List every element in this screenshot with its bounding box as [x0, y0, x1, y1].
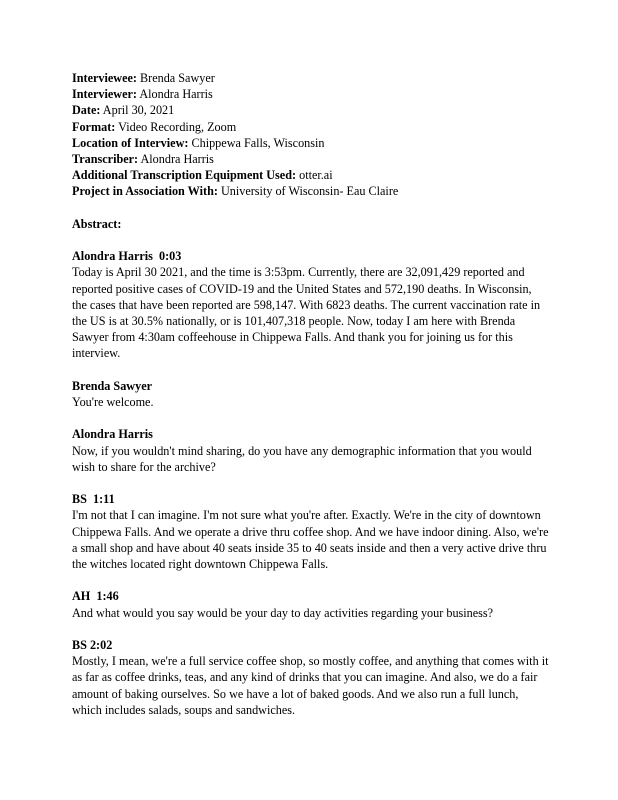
metadata-value: otter.ai — [296, 168, 333, 183]
metadata-label: Format: — [72, 119, 116, 134]
metadata-value: University of Wisconsin- Eau Claire — [217, 184, 399, 199]
speaker-name: BS 2:02 — [72, 638, 113, 652]
metadata-line-location — [72, 135, 549, 151]
metadata-label: Location of Interview: — [72, 135, 189, 150]
metadata-line-interviewer — [72, 86, 549, 102]
metadata-line-format — [72, 119, 549, 135]
metadata-label: Transcriber: — [72, 152, 139, 167]
blank-line — [72, 232, 549, 248]
metadata-label: Project in Association With: — [72, 184, 218, 199]
metadata-line-date — [72, 102, 549, 118]
metadata-label: Additional Transcription Equipment Used: — [72, 168, 297, 183]
metadata-label: Interviewer: — [72, 87, 137, 102]
speaker-block — [72, 588, 549, 620]
speaker-block — [72, 426, 549, 475]
blank-line — [72, 362, 549, 378]
metadata-value: Brenda Sawyer — [136, 71, 215, 85]
speaker-block — [72, 378, 549, 410]
blank-line — [72, 621, 549, 637]
speaker-text: Now, if you wouldn't mind sharing, do you have any demographic information that you would wish to share for the archive? — [72, 443, 535, 474]
blank-line — [72, 200, 549, 216]
metadata-block — [72, 70, 549, 200]
metadata-label: Interviewee: — [72, 71, 137, 85]
metadata-value: Alondra Harris — [136, 87, 213, 102]
metadata-value: Alondra Harris — [138, 152, 214, 167]
abstract-heading: Abstract: — [72, 216, 122, 231]
speaker-name: AH 1:46 — [72, 589, 119, 604]
speaker-text: You're welcome. — [72, 395, 154, 410]
metadata-value: Video Recording, Zoom — [115, 119, 237, 134]
speaker-text: Mostly, I mean, we're a full service coffee shop, so mostly coffee, and anything that comes with it as far as coffee drinks, teas, and any kind of drinks that you can imagine. And also, we do a fair amount of baking ourselves. So we have a lot of baked goods. And we also run a full lunch, which includes salads, soups and sandwiches. — [72, 654, 552, 717]
metadata-value: Chippewa Falls, Wisconsin — [188, 135, 325, 150]
document-content — [72, 70, 552, 718]
speaker-block — [72, 637, 552, 718]
metadata-line-project — [72, 183, 549, 199]
speaker-text: Today is April 30 2021, and the time is 3:53pm. Currently, there are 32,091,429 reported and reported positive cases of COVID-19 and the United States and 572,190 deaths. In Wisconsin, the cases that have been reported are 598,147. With 6823 deaths. The current vaccination rate in the US is at 30.5% nationally, or is 101,407,318 people. Now, today I am here with Brenda Sawyer from 4:30am coffeehouse in Chippewa Falls. And thank you for joining us for this interview. — [72, 265, 544, 361]
metadata-line-transcriber — [72, 151, 549, 167]
speaker-name: Alondra Harris 0:03 — [72, 249, 182, 264]
speaker-text: I'm not that I can imagine. I'm not sure what you're after. Exactly. We're in the city of downtown Chippewa Falls. And we operate a drive thru coffee shop. And we have indoor dining. Also, we're a small shop and have about 40 seats inside 35 to 40 seats inside and then a very active drive thru the witches located right downtown Chippewa Falls. — [72, 508, 552, 572]
metadata-value: April 30, 2021 — [100, 103, 175, 118]
speaker-block — [72, 491, 552, 572]
blank-line — [72, 572, 549, 588]
blank-line — [72, 410, 549, 426]
speaker-name: Brenda Sawyer — [72, 378, 153, 393]
speaker-name: Alondra Harris — [72, 427, 153, 442]
speaker-block — [72, 248, 549, 361]
speaker-name: BS 1:11 — [72, 492, 115, 507]
metadata-line-interviewee — [72, 70, 549, 86]
blank-line — [72, 475, 549, 491]
speaker-text: And what would you say would be your day to day activities regarding your business? — [72, 605, 494, 620]
metadata-line-equipment — [72, 167, 549, 183]
metadata-label: Date: — [72, 103, 101, 118]
